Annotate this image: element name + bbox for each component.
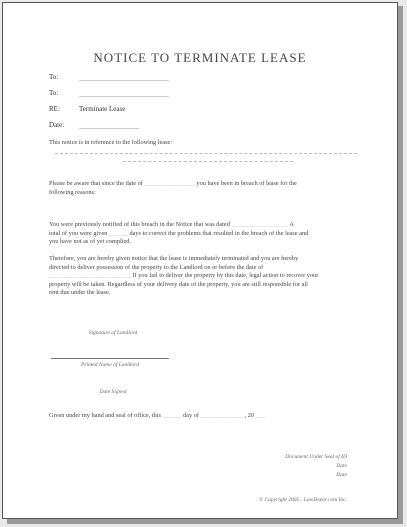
closing-text-a: Given under my hand and seal of office, this — [49, 412, 161, 419]
closing-text-b: day of — [183, 412, 199, 419]
p3-text-d: property will be taken. Regardless of your delivery date of the property, you are still responsible for all — [49, 280, 308, 288]
closing-blank: ___ — [255, 412, 266, 419]
p3-text-a: Therefore, you are hereby given notice that the lease is immediately terminated and you are hereby — [49, 255, 299, 262]
to-label: To: — [49, 73, 59, 81]
date-field — [49, 121, 139, 129]
p2-text-d: days to correct the problems that resulted in the breach of the lease and — [129, 229, 309, 237]
date-line[interactable] — [79, 121, 139, 129]
to-field-2 — [49, 89, 169, 97]
re-value: Terminate Lease — [79, 105, 126, 113]
p2-text-c: total of you were given — [49, 229, 108, 237]
footer-date: Date — [336, 472, 347, 478]
lease-line — [55, 153, 357, 154]
to-line[interactable] — [79, 73, 169, 81]
p2-text-e: you have not as of yet complied. — [49, 238, 132, 245]
p2-blank: ______ — [108, 229, 128, 237]
landlord-signature-label: Signature of Landlord — [88, 330, 138, 336]
p3-text-b: directed to deliver possession of the property to the Landlord on or before the date of — [49, 263, 264, 271]
footer-date: Date — [336, 463, 347, 469]
paragraph-1 — [49, 180, 297, 197]
to-line[interactable] — [79, 89, 169, 97]
closing-blank: ______________ — [200, 412, 245, 419]
document-title: NOTICE TO TERMINATE LEASE — [93, 50, 307, 65]
to-label: To: — [49, 89, 59, 97]
p3-blank: __________________________ — [49, 272, 131, 279]
footer-seal: Document Under Seal of ID — [285, 454, 347, 460]
intro-text: This notice is in reference to the following lease: — [49, 139, 173, 146]
footer-copyright: © Copyright 2005 - LawDepot.com Inc. — [258, 497, 347, 503]
date-label: Date: — [49, 121, 65, 129]
re-field — [49, 105, 125, 113]
page-shadow-bottom — [7, 519, 403, 524]
p3-text-c: If you fail to deliver the property by this date, legal action to recover your — [132, 272, 319, 279]
to-field-1 — [49, 73, 169, 81]
p2-blank: __________________ — [231, 221, 289, 228]
paragraph-2 — [49, 221, 308, 247]
page-shadow-right — [398, 6, 403, 522]
printed-name-line[interactable] — [51, 358, 169, 359]
closing-text-c: , 20 — [244, 412, 255, 419]
re-label: RE: — [49, 105, 60, 113]
lease-line — [123, 161, 293, 162]
paragraph-3 — [49, 255, 318, 298]
date-signed-label: Date Signed — [99, 389, 127, 395]
p2-text-b: A — [289, 221, 294, 228]
p1-text-b: you have been in breach of lease for the — [196, 180, 297, 187]
p1-blank: ________________ — [144, 180, 195, 187]
document-page — [2, 2, 398, 519]
p3-text-e: rent due under the lease. — [49, 289, 111, 296]
p1-text-a: Please be aware that since the date of — [49, 180, 143, 187]
closing-blank: ______ — [162, 412, 182, 419]
closing-line — [49, 412, 265, 421]
printed-name-label: Printed Name of Landlord — [80, 362, 139, 368]
p2-text-a: You were previously notified of this breach in the Notice that was dated — [49, 221, 230, 228]
p1-text-c: following reasons: — [49, 188, 96, 196]
